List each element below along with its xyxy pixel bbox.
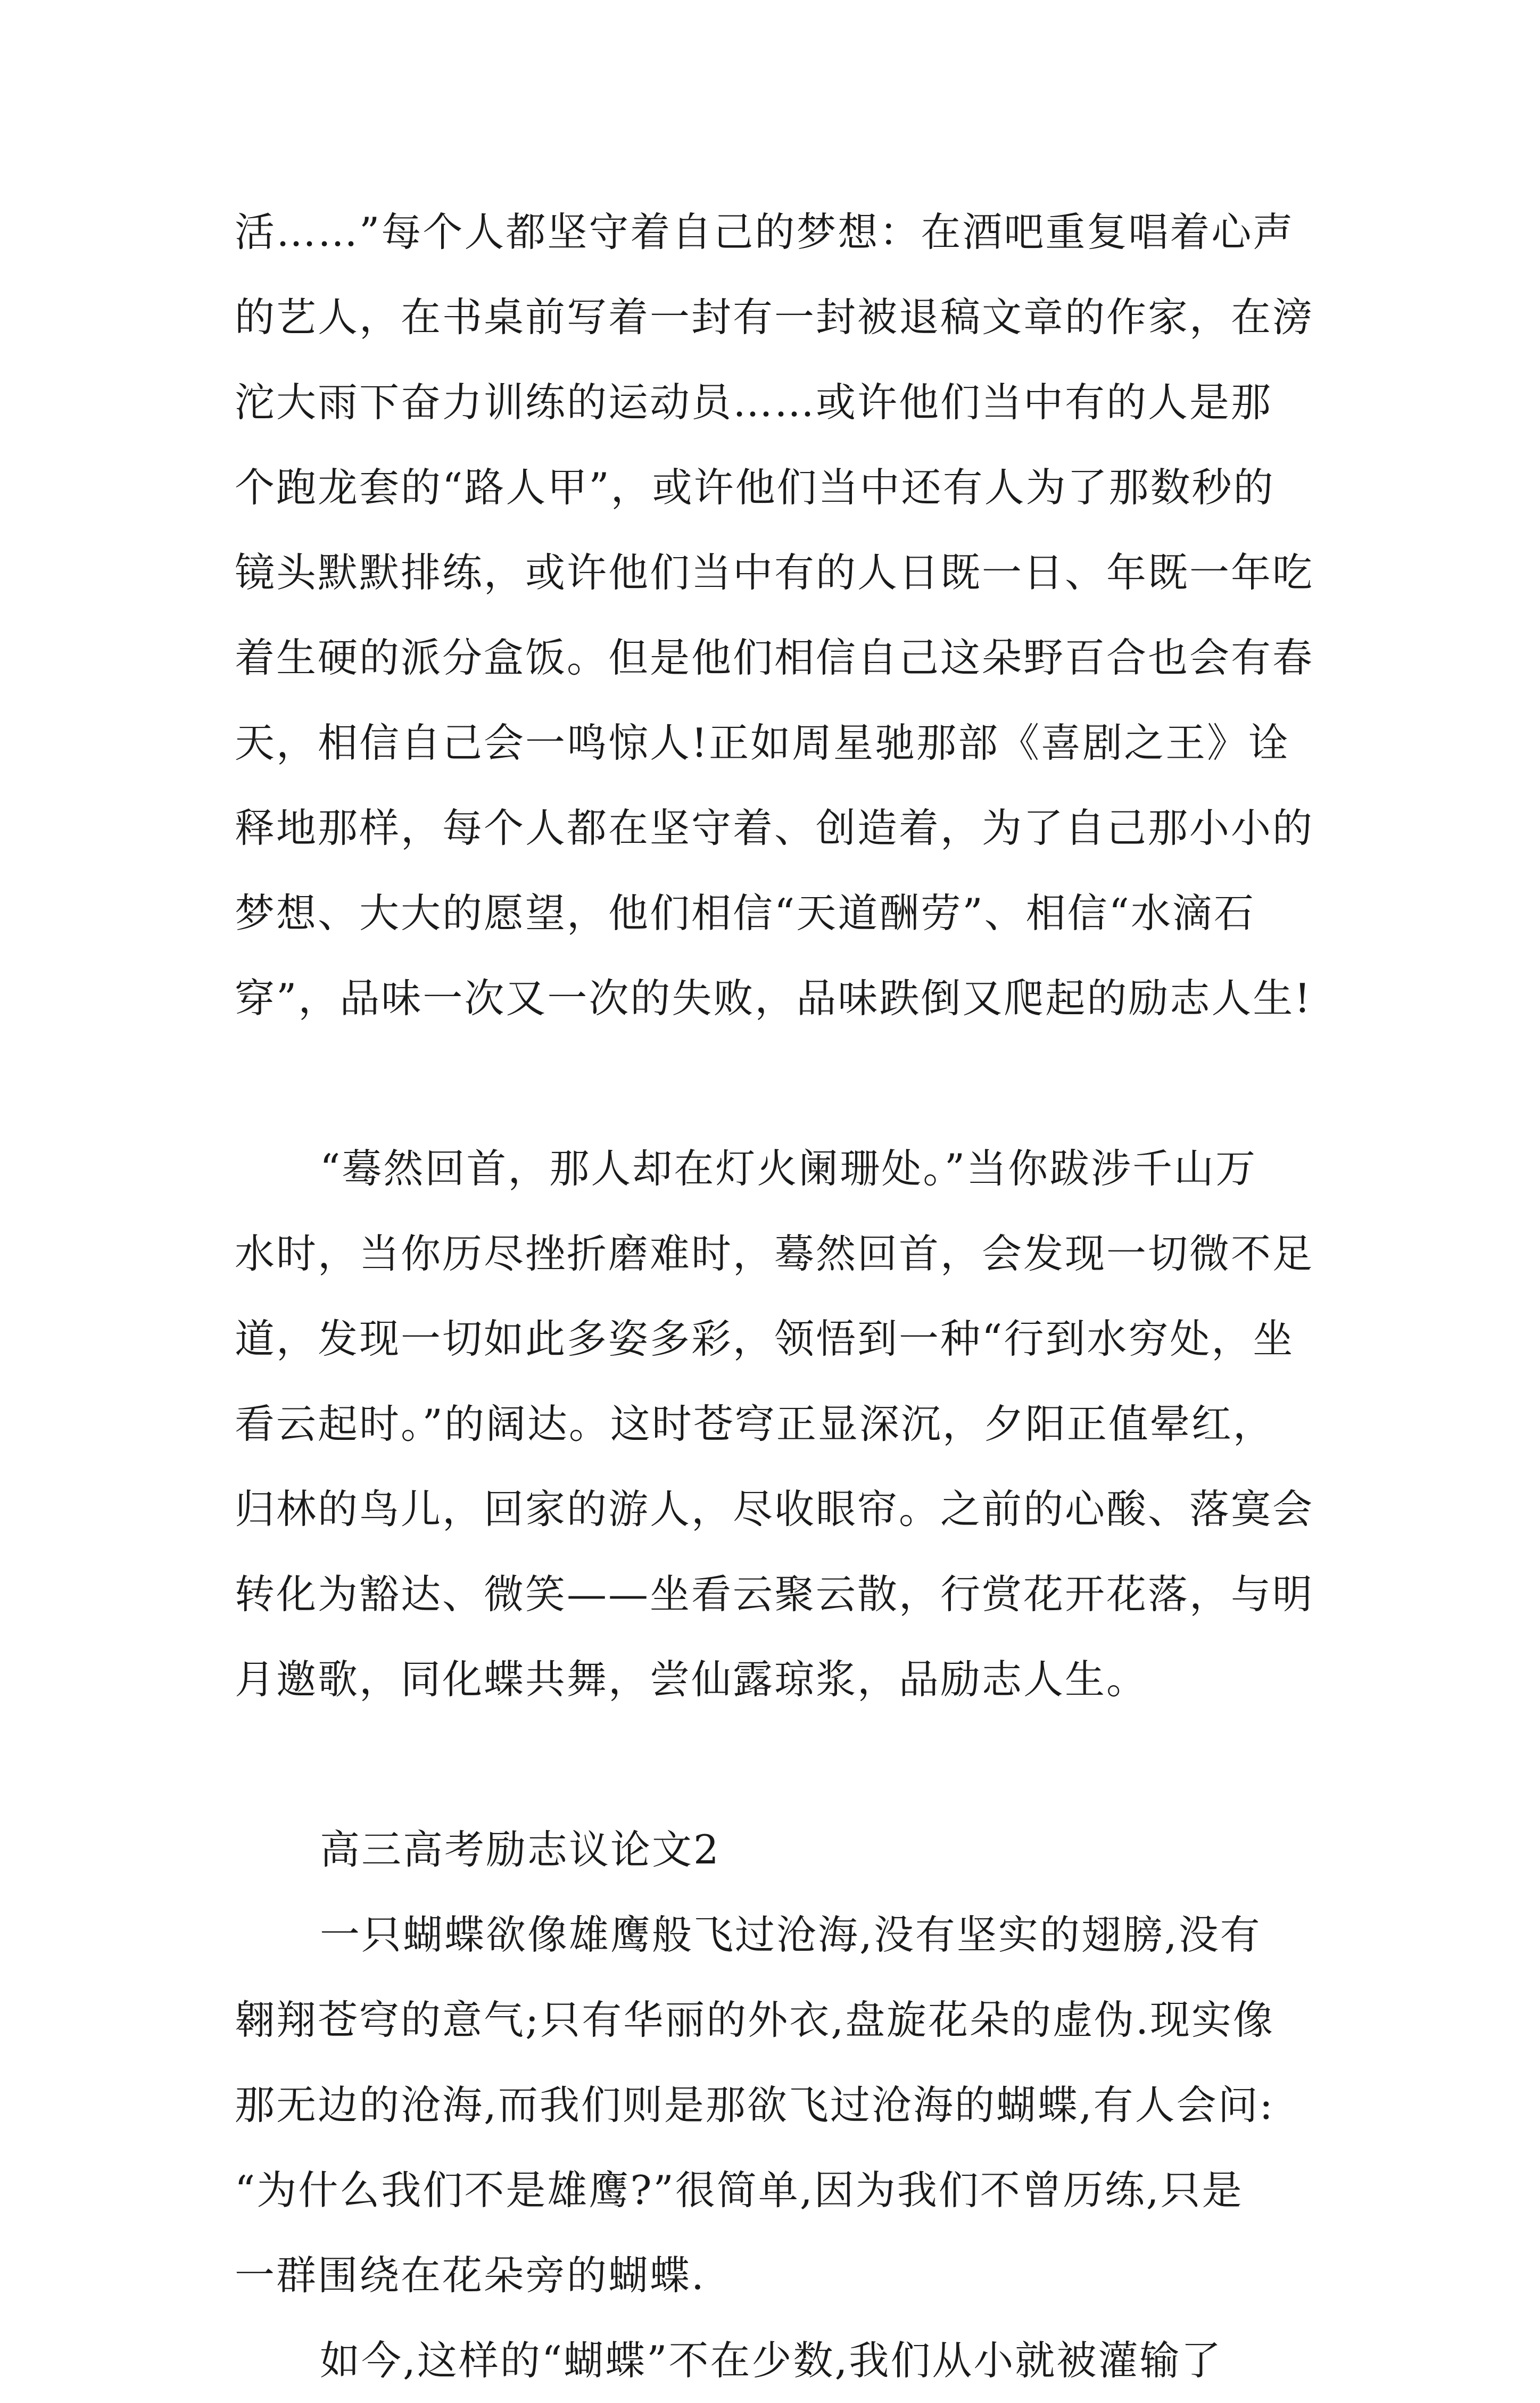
text-line: 活……”每个人都坚守着自己的梦想：在酒吧重复唱着心声 <box>235 209 1295 255</box>
text-line: 沱大雨下奋力训练的运动员……或许他们当中有的人是那 <box>235 379 1273 426</box>
text-line: 月邀歌，同化蝶共舞，尝仙露琼浆，品励志人生。 <box>235 1656 1148 1703</box>
text-line: 着生硬的派分盒饭。但是他们相信自己这朵野百合也会有春 <box>235 634 1314 681</box>
text-line: 穿”，品味一次又一次的失败，品味跌倒又爬起的励志人生! <box>235 975 1312 1022</box>
text-line: 一只蝴蝶欲像雄鹰般飞过沧海,没有坚实的翅膀,没有 <box>320 1911 1262 1958</box>
text-line: 道，发现一切如此多姿多彩，领悟到一种“行到水穷处，坐 <box>235 1315 1295 1362</box>
text-line: 翱翔苍穹的意气;只有华丽的外衣,盘旋花朵的虚伪.现实像 <box>235 1996 1274 2043</box>
text-line: 看云起时。”的阔达。这时苍穹正显深沉，夕阳正值晕红， <box>235 1401 1274 1447</box>
text-line: 如今,这样的“蝴蝶”不在少数,我们从小就被灌输了 <box>320 2337 1223 2384</box>
text-line: 归林的鸟儿，回家的游人，尽收眼帘。之前的心酸、落寞会 <box>235 1486 1314 1532</box>
text-line: 个跑龙套的“路人甲”，或许他们当中还有人为了那数秒的 <box>235 464 1275 511</box>
text-line: 转化为豁达、微笑——坐看云聚云散，行赏花开花落，与明 <box>235 1571 1314 1618</box>
text-line: 天，相信自己会一鸣惊人!正如周星驰那部《喜剧之王》诠 <box>235 719 1290 766</box>
text-line: 的艺人，在书桌前写着一封有一封被退稿文章的作家，在滂 <box>235 294 1314 341</box>
text-line: 镜头默默排练，或许他们当中有的人日既一日、年既一年吃 <box>235 549 1314 596</box>
section-heading: 高三高考励志议论文2 <box>320 1826 721 1873</box>
text-line: “为什么我们不是雄鹰?”很简单,因为我们不曾历练,只是 <box>235 2167 1244 2214</box>
text-line: 释地那样，每个人都在坚守着、创造着，为了自己那小小的 <box>235 805 1314 851</box>
text-line: 水时，当你历尽挫折磨难时，蓦然回首，会发现一切微不足 <box>235 1230 1314 1277</box>
text-line: 那无边的沧海,而我们则是那欲飞过沧海的蝴蝶,有人会问: <box>235 2082 1274 2128</box>
text-line: “蓦然回首，那人却在灯火阑珊处。”当你跋涉千山万 <box>320 1145 1257 1192</box>
text-line: 一群围绕在花朵旁的蝴蝶. <box>235 2252 706 2299</box>
text-line: 梦想、大大的愿望，他们相信“天道酬劳”、相信“水滴石 <box>235 890 1256 937</box>
